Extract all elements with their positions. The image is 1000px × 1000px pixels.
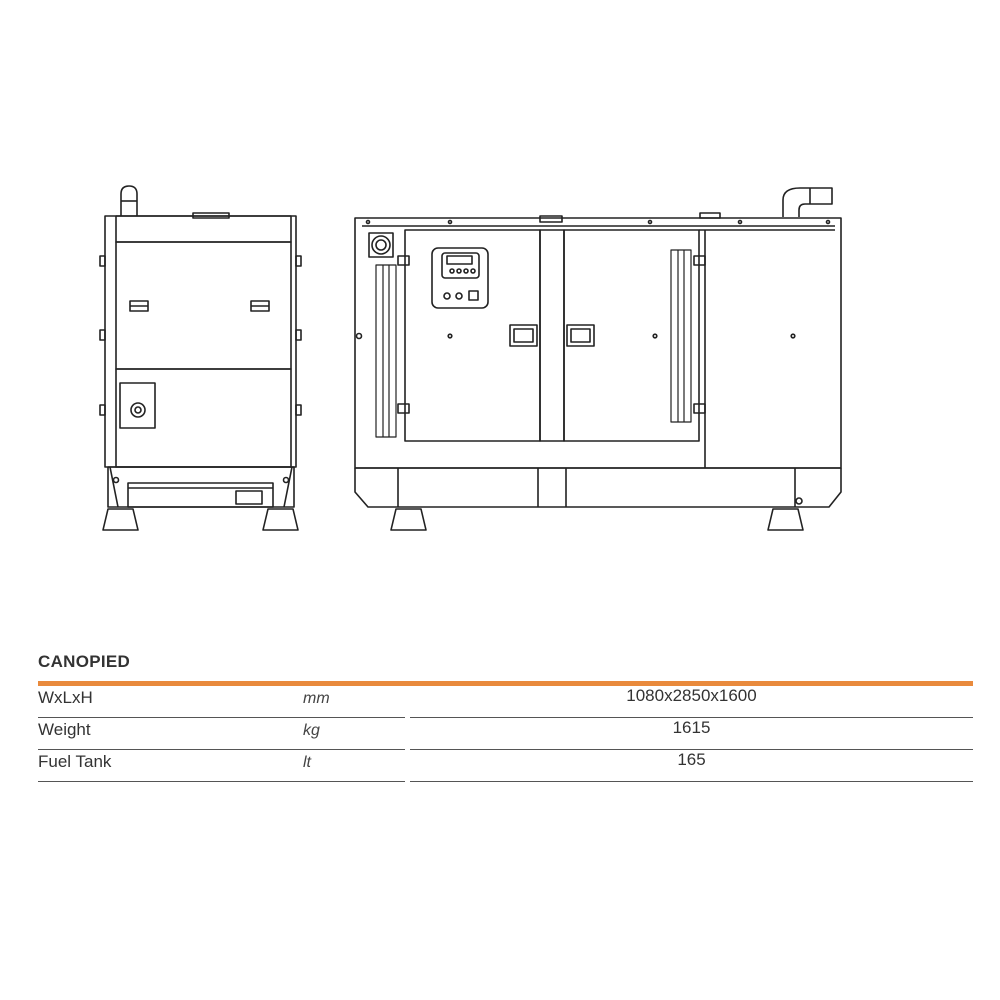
row-divider <box>38 781 405 782</box>
row-label: Fuel Tank <box>38 752 112 771</box>
section-title: CANOPIED <box>38 652 131 671</box>
spec-table <box>38 686 973 782</box>
side-view <box>355 188 841 530</box>
row-value: 165 <box>677 750 706 769</box>
table-row <box>38 718 973 750</box>
front-view <box>100 186 301 530</box>
row-label: Weight <box>38 720 91 739</box>
row-unit: kg <box>303 722 320 739</box>
row-value: 1615 <box>672 718 711 737</box>
row-divider <box>410 781 973 782</box>
table-row <box>38 686 973 718</box>
row-value: 1080x2850x1600 <box>626 686 757 705</box>
row-unit: lt <box>303 754 311 771</box>
row-unit: mm <box>303 690 330 707</box>
row-label: WxLxH <box>38 688 93 707</box>
table-row <box>38 750 973 782</box>
